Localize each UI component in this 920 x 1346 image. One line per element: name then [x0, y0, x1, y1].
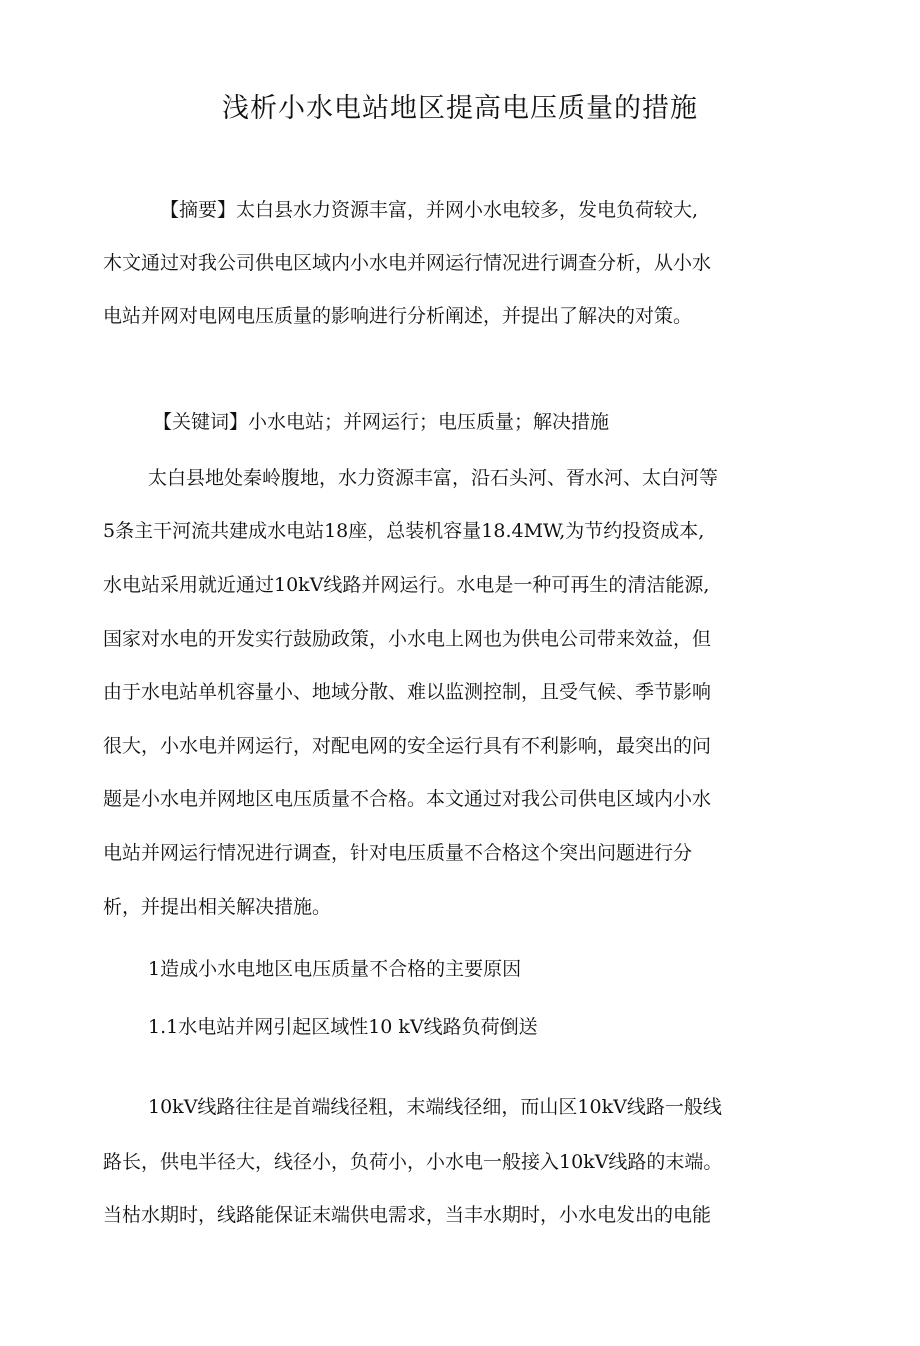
- abstract-line: 电站并网对电网电压质量的影响进行分析阐述，并提出了解决的对策。: [103, 305, 693, 327]
- document-title: 浅析小水电站地区提高电压质量的措施: [222, 93, 698, 124]
- paragraph-line: 5条主干河流共建成水电站18座，总装机容量18.4MW,为节约投资成本,: [103, 520, 705, 542]
- paragraph-line: 路长，供电半径大，线径小，负荷小，小水电一般接入10kV线路的末端。: [103, 1151, 723, 1173]
- paragraph-line: 国家对水电的开发实行鼓励政策，小水电上网也为供电公司带来效益，但: [103, 628, 712, 650]
- section-heading: 1造成小水电地区电压质量不合格的主要原因: [148, 958, 522, 980]
- paragraph-line: 很大，小水电并网运行，对配电网的安全运行具有不利影响，最突出的问: [103, 735, 712, 757]
- paragraph-line: 当枯水期时，线路能保证末端供电需求，当丰水期时，小水电发出的电能: [103, 1204, 712, 1226]
- paragraph-line: 电站并网运行情况进行调查，针对电压质量不合格这个突出问题进行分: [103, 842, 693, 864]
- paragraph-line: 水电站采用就近通过10kV线路并网运行。水电是一种可再生的清洁能源,: [103, 574, 710, 596]
- paragraph-line: 由于水电站单机容量小、地域分散、难以监测控制，且受气候、季节影响: [103, 681, 712, 703]
- paragraph-line: 10kV线路往往是首端线径粗，末端线径细，而山区10kV线路一般线: [148, 1096, 722, 1118]
- keywords-line: 【关键词】小水电站；并网运行；电压质量；解决措施: [153, 411, 610, 433]
- abstract-line: 【摘要】太白县水力资源丰富，并网小水电较多，发电负荷较大,: [160, 199, 699, 221]
- paragraph-line: 析，并提出相关解决措施。: [103, 896, 332, 918]
- paragraph-line: 题是小水电并网地区电压质量不合格。本文通过对我公司供电区域内小水: [103, 788, 712, 810]
- subsection-heading: 1.1水电站并网引起区域性10 kV线路负荷倒送: [148, 1016, 538, 1038]
- abstract-line: 木文通过对我公司供电区域内小水电并网运行情况进行调查分析，从小水: [103, 252, 712, 274]
- paragraph-line: 太白县地处秦岭腹地，水力资源丰富，沿石头河、胥水河、太白河等: [148, 467, 719, 489]
